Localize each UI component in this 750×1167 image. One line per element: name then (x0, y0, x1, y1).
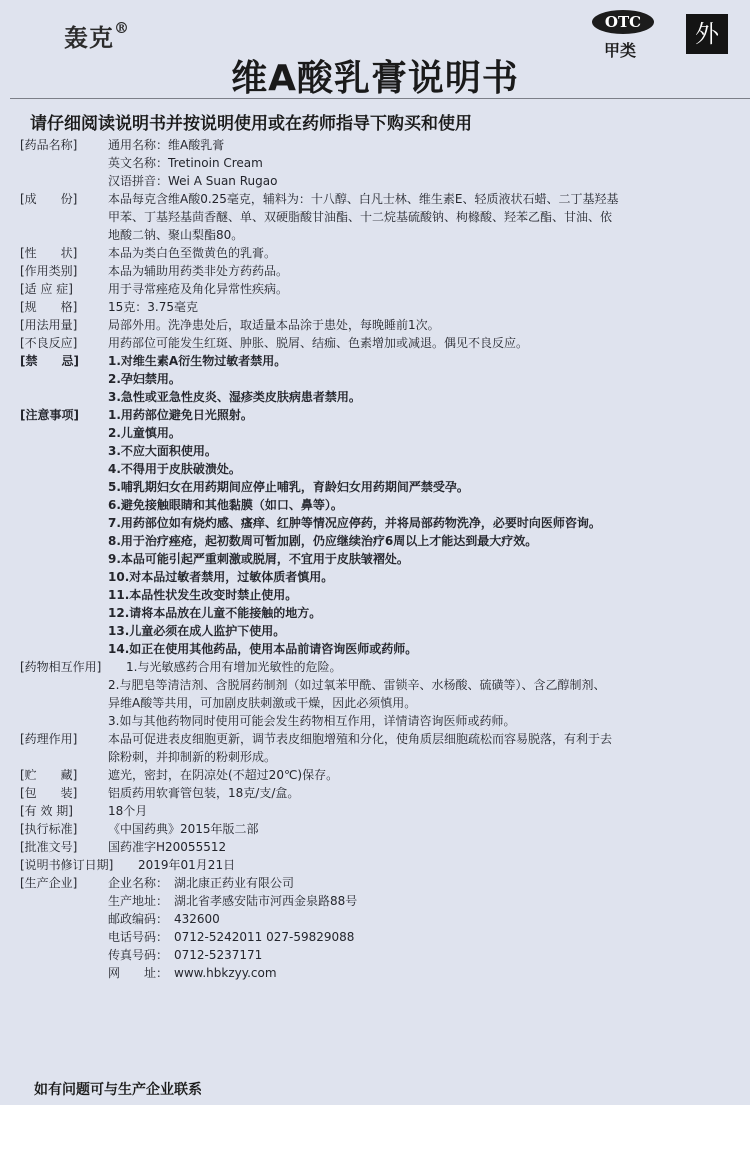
drug-generic-name: 通用名称：维A酸乳膏 (108, 138, 225, 152)
section-ingredients (20, 190, 740, 244)
specification-text: 15克：3.75毫克 (108, 300, 198, 314)
section-label: [用法用量] (20, 318, 78, 332)
section-label: [包 装] (20, 786, 78, 800)
section-standard (20, 820, 740, 838)
section-contraindications (20, 352, 740, 406)
ingredients-line: 地酸二钠、聚山梨酯80。 (108, 228, 244, 242)
section-label: [有 效 期] (20, 804, 73, 818)
section-category (20, 262, 740, 280)
precaution-item: 2.儿童慎用。 (108, 426, 181, 440)
precaution-item: 3.不应大面积使用。 (108, 444, 217, 458)
ingredients-line: 本品每克含维A酸0.25毫克，辅料为：十八醇、白凡士林、维生素E、轻质液状石蜡、二丁基羟基 (108, 192, 619, 206)
drug-pinyin-name: 汉语拼音：Wei A Suan Rugao (108, 174, 278, 188)
section-label: [药物相互作用] (20, 660, 102, 674)
section-label: [药理作用] (20, 732, 78, 746)
pharmacology-line: 除粉刺，并抑制新的粉刺形成。 (108, 750, 277, 764)
properties-text: 本品为类白色至微黄色的乳膏。 (108, 246, 277, 260)
manufacturer-fax: 传真号码： 0712-5237171 (108, 948, 263, 962)
external-use-badge: 外 (686, 14, 728, 54)
approval-text: 国药准字H20055512 (108, 840, 227, 854)
interaction-line: 1.与光敏感药合用有增加光敏性的危险。 (126, 660, 342, 674)
validity-text: 18个月 (108, 804, 148, 818)
precaution-item: 13.儿童必须在成人监护下使用。 (108, 624, 286, 638)
section-validity (20, 802, 740, 820)
ingredients-line: 甲苯、丁基羟基茴香醚、单、双硬脂酸甘油酯、十二烷基硫酸钠、枸橼酸、羟苯乙酯、甘油、依 (108, 210, 613, 224)
adverse-text: 用药部位可能发生红斑、肿胀、脱屑、结痂、色素增加或减退。偶见不良反应。 (108, 336, 529, 350)
trademark-mark: ® (114, 19, 130, 37)
section-label: [药品名称] (20, 138, 78, 152)
precaution-item: 4.不得用于皮肤破溃处。 (108, 462, 241, 476)
precaution-item: 6.避免接触眼睛和其他黏膜（如口、鼻等）。 (108, 498, 343, 512)
section-label: [说明书修订日期] (20, 858, 114, 872)
category-text: 本品为辅助用药类非处方药药品。 (108, 264, 289, 278)
section-label: [性 状] (20, 246, 78, 260)
contraindication-item: 3.急性或亚急性皮炎、湿疹类皮肤病患者禁用。 (108, 390, 361, 404)
section-label: [禁 忌] (20, 354, 79, 368)
usage-notice: 请仔细阅读说明书并按说明使用或在药师指导下购买和使用 (30, 114, 472, 134)
section-label: [执行标准] (20, 822, 78, 836)
interaction-line: 异维A酸等共用，可加剧皮肤刺激或干燥，因此必须慎用。 (108, 696, 417, 710)
section-label: [规 格] (20, 300, 78, 314)
section-properties (20, 244, 740, 262)
leaflet-content (20, 136, 740, 982)
brand-name: 轰克 (64, 23, 114, 52)
interaction-line: 3.如与其他药物同时使用可能会发生药物相互作用，详情请咨询医师或药师。 (108, 714, 516, 728)
brand-logo (64, 18, 130, 53)
section-adverse-reactions (20, 334, 740, 352)
section-label: [贮 藏] (20, 768, 78, 782)
section-pharmacology (20, 730, 740, 766)
precaution-item: 7.用药部位如有烧灼感、瘙痒、红肿等情况应停药，并将局部药物洗净，必要时向医师咨询。 (108, 516, 601, 530)
manufacturer-website: 网 址： www.hbkzyy.com (108, 966, 277, 980)
section-label: [不良反应] (20, 336, 78, 350)
section-label: [注意事项] (20, 408, 79, 422)
section-manufacturer (20, 874, 740, 982)
indications-text: 用于寻常痤疮及角化异常性疾病。 (108, 282, 289, 296)
section-package (20, 784, 740, 802)
otc-category: 甲类 (604, 41, 637, 60)
section-approval (20, 838, 740, 856)
dosage-text: 局部外用。洗净患处后，取适量本品涂于患处，每晚睡前1次。 (108, 318, 440, 332)
contraindication-item: 2.孕妇禁用。 (108, 372, 181, 386)
section-storage (20, 766, 740, 784)
precaution-item: 12.请将本品放在儿童不能接触的地方。 (108, 606, 322, 620)
section-interactions (20, 658, 740, 676)
section-indications (20, 280, 740, 298)
package-text: 铝质药用软膏管包装，18克/支/盒。 (108, 786, 300, 800)
revision-text: 2019年01月21日 (138, 858, 236, 872)
section-revision-date (20, 856, 740, 874)
drug-english-name: 英文名称：Tretinoin Cream (108, 156, 263, 170)
precaution-item: 5.哺乳期妇女在用药期间应停止哺乳，育龄妇女用药期间严禁受孕。 (108, 480, 469, 494)
section-interactions-cont (20, 676, 740, 730)
precaution-item: 14.如正在使用其他药品，使用本品前请咨询医师或药师。 (108, 642, 418, 656)
section-drug-name (20, 136, 740, 190)
precaution-item: 8.用于治疗痤疮，起初数周可暂加剧，仍应继续治疗6周以上才能达到最大疗效。 (108, 534, 538, 548)
otc-badge: OTC (592, 10, 654, 34)
manufacturer-address: 生产地址： 湖北省孝感安陆市河西金泉路88号 (108, 894, 358, 908)
section-specification (20, 298, 740, 316)
precaution-item: 10.对本品过敏者禁用，过敏体质者慎用。 (108, 570, 334, 584)
storage-text: 遮光，密封，在阴凉处(不超过20℃)保存。 (108, 768, 339, 782)
standard-text: 《中国药典》2015年版二部 (108, 822, 259, 836)
interaction-line: 2.与肥皂等清洁剂、含脱屑药制剂（如过氧苯甲酰、雷锁辛、水杨酸、硫磺等）、含乙醇制剂、 (108, 678, 606, 692)
section-label: [作用类别] (20, 264, 78, 278)
title-divider (10, 98, 750, 99)
precaution-item: 9.本品可能引起严重刺激或脱屑，不宜用于皮肤皱褶处。 (108, 552, 409, 566)
section-label: [生产企业] (20, 876, 78, 890)
section-dosage (20, 316, 740, 334)
section-precautions (20, 406, 740, 658)
manufacturer-postcode: 邮政编码： 432600 (108, 912, 220, 926)
manufacturer-name: 企业名称： 湖北康正药业有限公司 (108, 876, 295, 890)
contraindication-item: 1.对维生素A衍生物过敏者禁用。 (108, 354, 287, 368)
manufacturer-phone: 电话号码： 0712-5242011 027-59829088 (108, 930, 355, 944)
document-title: 维A酸乳膏说明书 (231, 58, 519, 99)
section-label: [适 应 症] (20, 282, 73, 296)
section-label: [成 份] (20, 192, 78, 206)
section-label: [批准文号] (20, 840, 78, 854)
contact-footer: 如有问题可与生产企业联系 (34, 1082, 202, 1098)
precaution-item: 11.本品性状发生改变时禁止使用。 (108, 588, 298, 602)
precaution-item: 1.用药部位避免日光照射。 (108, 408, 253, 422)
pharmacology-line: 本品可促进表皮细胞更新，调节表皮细胞增殖和分化，使角质层细胞疏松而容易脱落，有利于去 (108, 732, 613, 746)
